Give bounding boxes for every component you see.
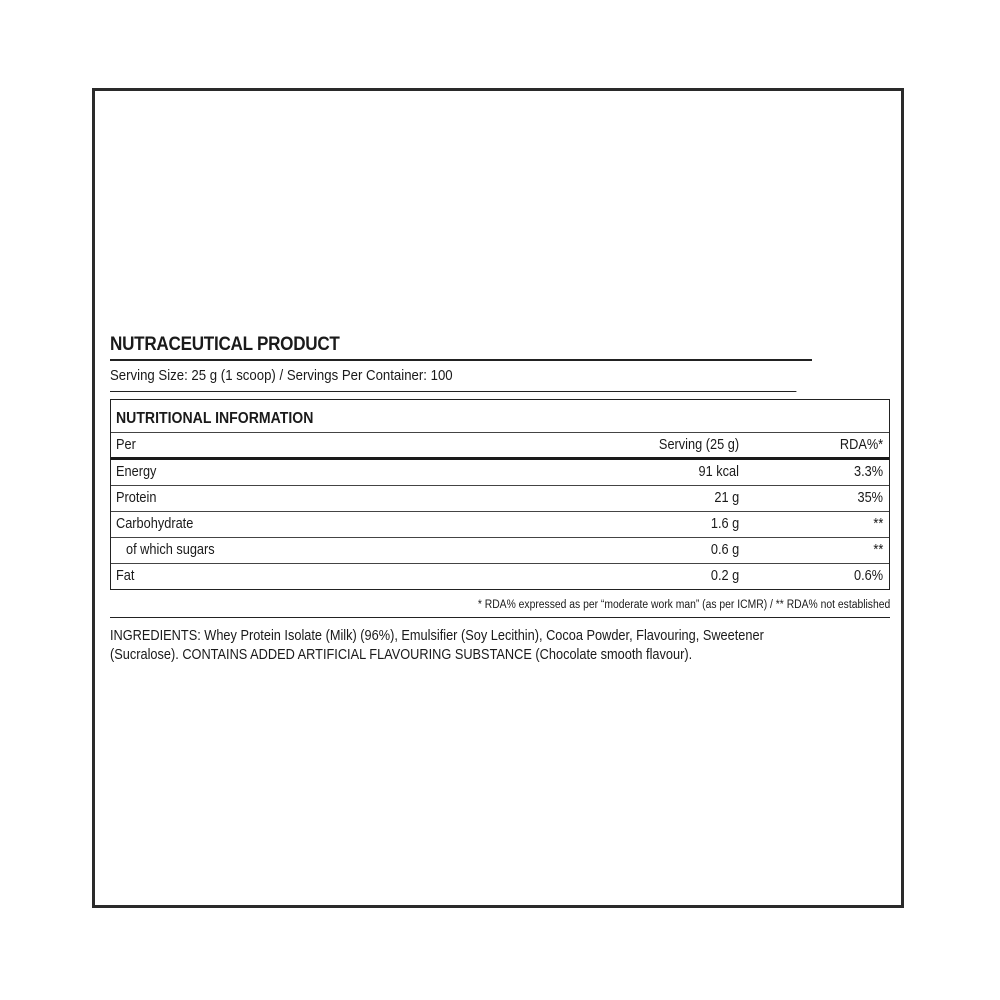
nutrient-name: of which sugars: [126, 542, 215, 558]
nutrient-name: Energy: [116, 464, 157, 480]
column-header-per: Per: [116, 437, 136, 453]
ingredients-line: INGREDIENTS: Whey Protein Isolate (Milk) (96%), Emulsifier (Soy Lecithin), Cocoa Powder, Flavouring, Sweetener: [110, 628, 764, 644]
nutrient-serving-value: 0.2 g: [710, 568, 739, 584]
serving-info: Serving Size: 25 g (1 scoop) / Servings Per Container: 100: [110, 367, 796, 392]
nutrient-rda-value: **: [873, 516, 883, 532]
nutrient-serving-value: 0.6 g: [710, 542, 739, 558]
nutrition-label: [110, 334, 890, 665]
nutrient-name: Protein: [116, 490, 157, 506]
nutrient-name: Fat: [116, 568, 135, 584]
table-row: [111, 538, 889, 564]
nutrition-table: [110, 399, 890, 590]
nutrient-rda-value: **: [873, 542, 883, 558]
table-header-row: [111, 433, 889, 460]
nutrient-serving-value: 21 g: [714, 490, 739, 506]
table-row: [111, 512, 889, 538]
table-row: [111, 460, 889, 486]
nutrient-name: Carbohydrate: [116, 516, 194, 532]
ingredients-text: [110, 627, 890, 665]
nutrient-serving-value: 1.6 g: [710, 516, 739, 532]
ingredients-line: (Sucralose). CONTAINS ADDED ARTIFICIAL FLAVOURING SUBSTANCE (Chocolate smooth flavour).: [110, 647, 693, 663]
table-row: [111, 564, 889, 589]
column-header-serving: Serving (25 g): [658, 437, 739, 453]
nutrient-rda-value: 3.3%: [853, 464, 883, 480]
rda-footnote: * RDA% expressed as per “moderate work man” (as per ICMR) / ** RDA% not established: [110, 598, 890, 618]
table-row: [111, 486, 889, 512]
column-header-rda: RDA%*: [839, 437, 883, 453]
nutrient-rda-value: 0.6%: [853, 568, 883, 584]
product-title: NUTRACEUTICAL PRODUCT: [110, 334, 812, 361]
nutrient-serving-value: 91 kcal: [698, 464, 739, 480]
nutrition-heading: NUTRITIONAL INFORMATION: [111, 400, 889, 433]
nutrient-rda-value: 35%: [857, 490, 883, 506]
